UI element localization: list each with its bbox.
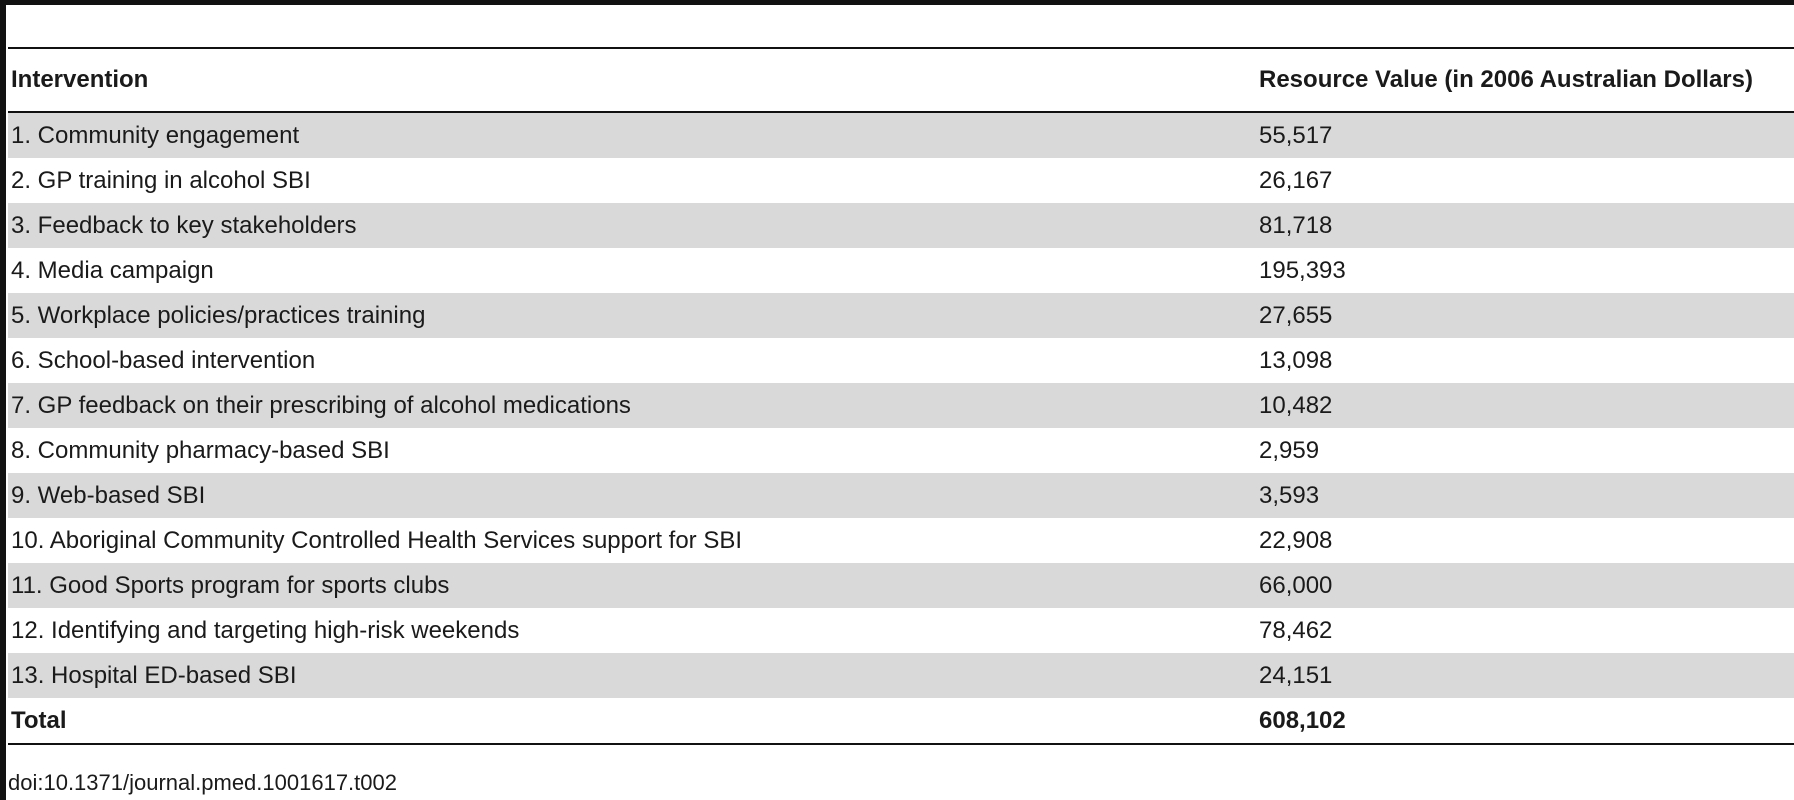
cell-value: 195,393: [1259, 256, 1346, 284]
cell-value: 3,593: [1258, 473, 1794, 518]
table-row: [8, 338, 1794, 383]
table-row: [8, 112, 1794, 158]
cell-value: 81,718: [1258, 203, 1794, 248]
cell-value: 13,098: [1259, 346, 1333, 374]
cell-intervention: 10. Aboriginal Community Controlled Health Services support for SBI: [11, 526, 743, 554]
table-row: [8, 653, 1794, 698]
cell-value: 66,000: [1258, 563, 1794, 608]
header-intervention: Intervention: [8, 48, 1258, 112]
cell-intervention: 1. Community engagement: [8, 112, 1258, 158]
table-row: [8, 248, 1794, 293]
cell-value: 78,462: [1259, 616, 1333, 644]
total-row: [8, 698, 1794, 744]
cell-value: 22,908: [1259, 526, 1333, 554]
header-resource-value: Resource Value (in 2006 Australian Dollars): [1258, 48, 1794, 112]
cell-intervention: 2. GP training in alcohol SBI: [11, 166, 311, 194]
cell-value: 26,167: [1259, 166, 1333, 194]
table-row: [8, 608, 1794, 653]
table-row: [8, 158, 1794, 203]
table-row: [8, 203, 1794, 248]
cell-intervention: 8. Community pharmacy-based SBI: [11, 436, 390, 464]
cell-value: 2,959: [1259, 436, 1320, 464]
cell-intervention: 5. Workplace policies/practices training: [8, 293, 1258, 338]
cell-value: 55,517: [1258, 112, 1794, 158]
table-row: [8, 383, 1794, 428]
table-container: [8, 47, 1794, 745]
left-border-rule: [0, 0, 6, 800]
table-row: [8, 293, 1794, 338]
cell-value: 27,655: [1258, 293, 1794, 338]
top-border-rule: [0, 0, 1794, 5]
cell-intervention: 3. Feedback to key stakeholders: [8, 203, 1258, 248]
cell-intervention: 9. Web-based SBI: [8, 473, 1258, 518]
cell-intervention: 12. Identifying and targeting high-risk weekends: [11, 616, 520, 644]
cell-intervention: 6. School-based intervention: [11, 346, 316, 374]
cell-intervention: 11. Good Sports program for sports clubs: [8, 563, 1258, 608]
table-row: [8, 428, 1794, 473]
table-header-row: [8, 48, 1794, 112]
total-label: Total: [8, 698, 1258, 744]
table-row: [8, 473, 1794, 518]
cell-value: 24,151: [1258, 653, 1794, 698]
table-row: [8, 518, 1794, 563]
resource-value-table: [8, 47, 1794, 745]
cell-intervention: 7. GP feedback on their prescribing of alcohol medications: [8, 383, 1258, 428]
doi-citation: doi:10.1371/journal.pmed.1001617.t002: [8, 770, 397, 795]
cell-intervention: 13. Hospital ED-based SBI: [8, 653, 1258, 698]
cell-intervention: 4. Media campaign: [11, 256, 214, 284]
total-value: 608,102: [1258, 698, 1794, 744]
table-row: [8, 563, 1794, 608]
cell-value: 10,482: [1258, 383, 1794, 428]
